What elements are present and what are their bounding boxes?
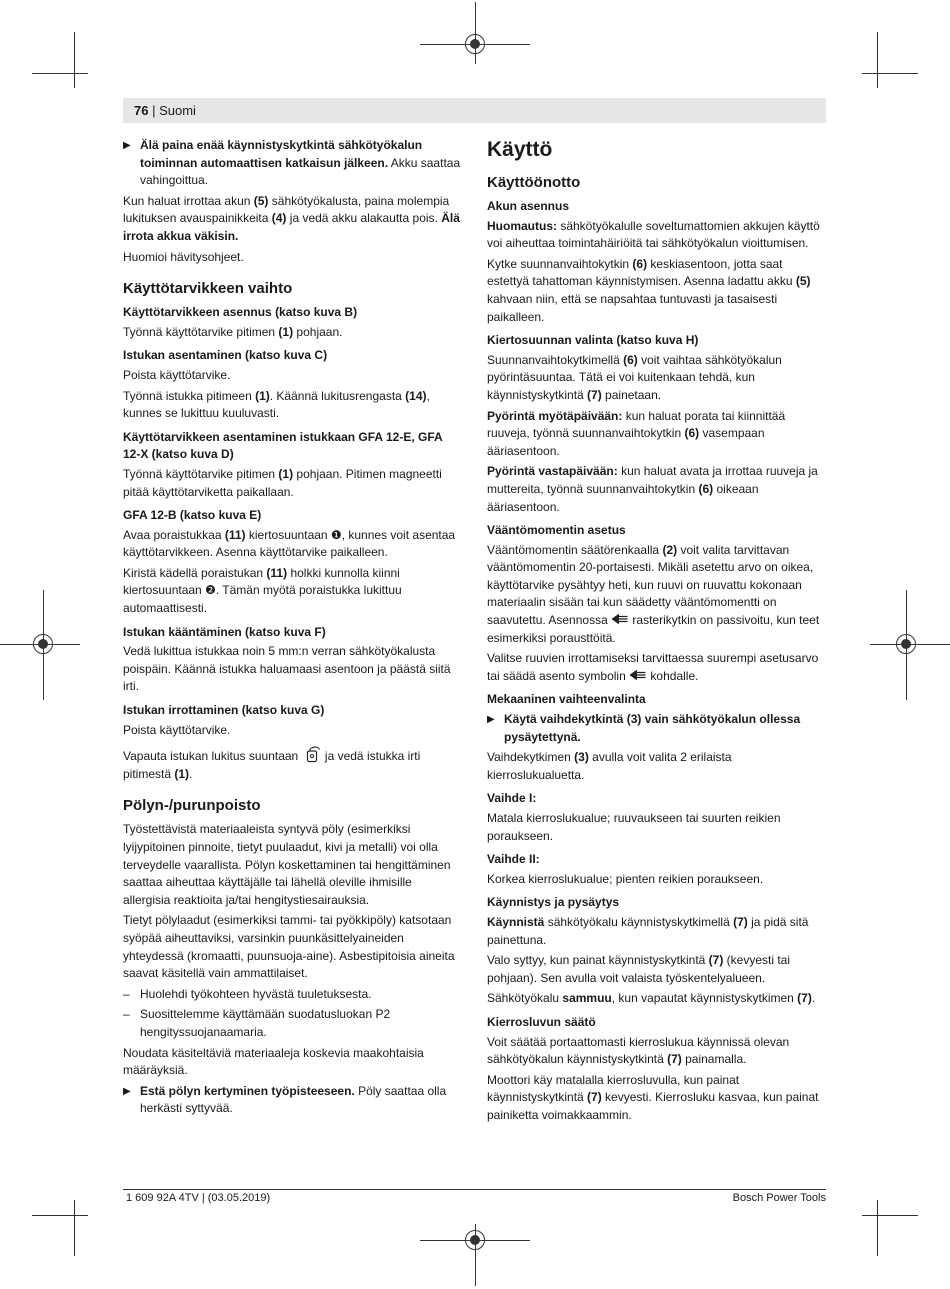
registration-mark xyxy=(896,634,916,654)
paragraph: Pyörintä myötäpäivään: kun haluat porata tai kiinnittää ruuveja, työnnä suunnanvaihtokytkin (6) vasempaan ääriasentoon. xyxy=(487,408,786,458)
registration-mark xyxy=(465,1230,485,1250)
paragraph: Kytke suunnanvaihtokytkin (6) keskiasentoon, jotta saat estettyä tahattoman käynnistymisen. Asenna ladattu akku (5) kahvaan niin, että se napsahtaa tuntuvasti ja tasaisesti paikalleen. xyxy=(487,256,811,324)
page-language: Suomi xyxy=(159,103,196,118)
paragraph: Työnnä istukka pitimeen (1). Käännä lukitusrengasta (14), kunnes se lukittuu kuuluvasti. xyxy=(123,388,430,421)
heading-gfa-12b: GFA 12-B (katso kuva E) xyxy=(123,508,262,523)
crop-mark xyxy=(74,1200,75,1256)
paragraph: Vaihdekytkimen (3) avulla voit valita 2 erilaista kierroslukualuetta. xyxy=(487,750,732,782)
list-item: – Suosittelemme käyttämään suodatusluokan P2 hengityssuojanaamaria. xyxy=(123,1006,461,1041)
footer-divider xyxy=(123,1189,826,1190)
heading-operation: Käyttö xyxy=(487,138,553,161)
heading-chuck-mount: Istukan asentaminen (katso kuva C) xyxy=(123,348,328,363)
heading-accessory-change: Käyttötarvikkeen vaihto xyxy=(123,280,293,298)
crop-mark xyxy=(877,32,878,88)
unlock-rotation-icon xyxy=(302,745,322,763)
right-column xyxy=(487,137,825,1128)
paragraph: Työstettävistä materiaaleista syntyvä pöly (esimerkiksi lyijypitoinen pinnoite, tietyt puulaadut, kivi ja metalli) voi olla terveydelle vaarallista. Pölyn koskettaminen tai hengittäminen saattaa aiheuttaa käyttäjälle tai lähellä oleville ihmisille allergisia reaktioita ja/tai hengitystiesairauksia. xyxy=(123,822,451,907)
paragraph: Sähkötyökalu sammuu, kun vapautat käynnistyskytkimen (7). xyxy=(487,991,816,1006)
crop-mark xyxy=(862,73,918,74)
heading-torque: Vääntömomentin asetus xyxy=(487,523,626,538)
heading-on-off: Käynnistys ja pysäytys xyxy=(487,895,620,910)
paragraph: Voit säätää portaattomasti kierroslukua käynnissä olevan sähkötyökalun käynnistyskytkintä (7) painamalla. xyxy=(487,1034,790,1067)
crop-mark xyxy=(32,1215,88,1216)
paragraph-remove-battery: Kun haluat irrottaa akun (5) sähkötyökalusta, paina molempia lukituksen avauspainikkeita (4) ja vedä akku alakautta pois. Älä irrota akkua väkisin. xyxy=(123,193,460,243)
registration-mark-line xyxy=(475,2,476,64)
crop-mark xyxy=(862,1215,918,1216)
paragraph: Käynnistä sähkötyökalu käynnistyskytkimellä (7) ja pidä sitä painettuna. xyxy=(487,914,809,947)
paragraph: Pyörintä vastapäivään: kun haluat avata ja irrottaa ruuveja ja muttereita, työnnä suunnanvaihtokytkin (6) oikeaan ääriasentoon. xyxy=(487,464,818,514)
paragraph-disposal: Huomioi hävitysohjeet. xyxy=(123,249,244,264)
heading-chuck-turn: Istukan kääntäminen (katso kuva F) xyxy=(123,624,326,639)
crop-mark xyxy=(32,73,88,74)
crop-mark xyxy=(74,32,75,88)
paragraph: Matala kierroslukualue; ruuvaukseen tai suurten reikien poraukseen. xyxy=(487,811,781,843)
paragraph: Valitse ruuvien irrottamiseksi tarvittaessa suurempi asetusarvo tai säädä asento symbolin kohdalle. xyxy=(487,651,819,683)
paragraph: Suunnanvaihtokytkimellä (6) voit vaihtaa sähkötyökalun pyörintäsuuntaa. Tätä ei voi kuitenkaan tehdä, kun käynnistyskytkintä (7) painetaan. xyxy=(487,352,782,402)
paragraph: Työnnä käyttötarvike pitimen (1) pohjaan. xyxy=(123,324,343,339)
paragraph: Korkea kierroslukualue; pienten reikien poraukseen. xyxy=(487,871,764,886)
warning-auto-shutoff: ▶ Älä paina enää käynnistyskytkintä sähkötyökalun toiminnan automaattisen katkaisun jälkeen. Akku saattaa vahingoittua. xyxy=(123,137,461,190)
footer-brand: Bosch Power Tools xyxy=(732,1192,826,1204)
paragraph: Kiristä kädellä poraistukan (11) holkki kunnolla kiinni kiertosuuntaan ❷. Tämän myötä poraistukka lukittuu automaattisesti. xyxy=(123,565,402,616)
paragraph: Moottori käy matalalla kierrosluvulla, kun painat käynnistyskytkintä (7) kevyesti. Kierrosluku kasvaa, kun painat painiketta voimakkaammin. xyxy=(487,1072,819,1122)
heading-rotation-direction: Kiertosuunnan valinta (katso kuva H) xyxy=(487,333,699,348)
paragraph: Avaa poraistukkaa (11) kiertosuuntaan ❶, kunnes voit asentaa käyttötarvikkeen. Asenna käyttötarvike paikalleen. xyxy=(123,527,456,560)
paragraph: Vääntömomentin säätörenkaalla (2) voit valita tarvittavan vääntömomentin 20-portaisesti. Mikäli asetettu arvo on oikea, käyttötarvike pysähtyy heti, kun ruuvi on ruuvattu kokonaan materiaalin sisään tai kun säädetty vääntömomentti on saavutettu. Asennossa rasterikytkin on passivoitu, kun teet esimerkiksi porausttöitä. xyxy=(487,542,820,645)
heading-battery-insert: Akun asennus xyxy=(487,199,570,213)
drill-mode-icon xyxy=(611,614,629,624)
paragraph: Noudata käsiteltäviä materiaaleja koskevia maakohtaisia määräyksiä. xyxy=(123,1045,424,1078)
crop-mark xyxy=(877,1200,878,1256)
paragraph: Valo syttyy, kun painat käynnistyskytkintä (7) (kevyesti tai pohjaan). Sen avulla voit valaista työskentelyalueen. xyxy=(487,953,791,985)
paragraph: Vedä lukittua istukkaa noin 5 mm:n verran sähkötyökalusta poispäin. Käännä istukka haluamaasi asentoon ja päästä siitä irti. xyxy=(123,644,451,694)
list-item: – Huolehdi työkohteen hyvästä tuuletuksesta. xyxy=(123,986,461,1004)
paragraph: Tietyt pölylaadut (esimerkiksi tammi- tai pyökkipöly) katsotaan syöpää aiheuttaviksi, varsinkin puunkäsittelyaineiden yhteydessä (kromaatti, puunsuoja-aine). Asbestipitoisia aineita saavat käsitellä vain ammattilaiset. xyxy=(123,913,455,981)
warning-gear-switch: ▶ Käytä vaihdekytkintä (3) vain sähkötyökalun ollessa pysäytettynä. xyxy=(487,711,825,746)
paragraph: Huomautus: sähkötyökalulle soveltumattomien akkujen käyttö voi aiheuttaa toimintahäiriöitä tai sähkötyökalun vioittumisen. xyxy=(487,218,820,251)
page-header-bar xyxy=(123,98,826,123)
page-number: 76 xyxy=(134,103,149,118)
heading-dust-extraction: Pölyn-/purunpoisto xyxy=(123,797,261,815)
registration-mark xyxy=(33,634,53,654)
left-column xyxy=(123,137,461,1121)
heading-gear-1: Vaihde I: xyxy=(487,791,537,806)
footer-document-id: 1 609 92A 4TV | (03.05.2019) xyxy=(126,1192,271,1204)
heading-chuck-remove: Istukan irrottaminen (katso kuva G) xyxy=(123,703,325,718)
heading-gear-2: Vaihde II: xyxy=(487,852,540,867)
warning-dust: ▶ Estä pölyn kertyminen työpisteeseen. Pöly saattaa olla herkästi syttyvää. xyxy=(123,1083,461,1118)
heading-gear-selection: Mekaaninen vaihteenvalinta xyxy=(487,692,646,707)
paragraph: Työnnä käyttötarvike pitimen (1) pohjaan. Pitimen magneetti pitää käyttötarviketta paikallaan. xyxy=(123,466,442,499)
paragraph: Poista käyttötarvike. xyxy=(123,367,231,382)
paragraph: Vapauta istukan lukitus suuntaan ja vedä istukka irti pitimestä (1). xyxy=(123,745,461,783)
heading-speed-control: Kierrosluvun säätö xyxy=(487,1014,596,1029)
heading-gfa-12e: Käyttötarvikkeen asentaminen istukkaan GFA 12-E, GFA 12-X (katso kuva D) xyxy=(123,429,443,462)
page-header: 76 | Suomi xyxy=(134,103,196,118)
paragraph: Poista käyttötarvike. xyxy=(123,722,231,737)
drill-mode-icon xyxy=(629,670,647,680)
heading-accessory-install: Käyttötarvikkeen asennus (katso kuva B) xyxy=(123,305,358,320)
heading-startup: Käyttöönotto xyxy=(487,174,581,191)
registration-mark xyxy=(465,34,485,54)
